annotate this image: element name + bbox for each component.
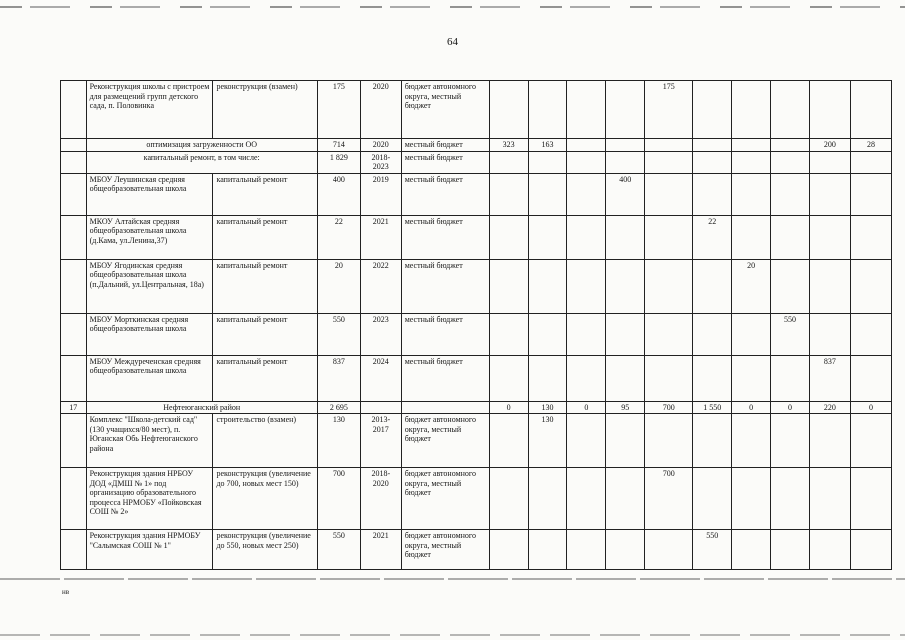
year-value-cell — [693, 313, 732, 355]
year-value-cell — [567, 468, 606, 530]
page-number: 64 — [447, 36, 458, 48]
year-value-cell — [489, 173, 528, 215]
year-value-cell — [489, 215, 528, 259]
year-value-cell — [645, 151, 693, 173]
row-number-cell — [61, 414, 87, 468]
year-value-cell — [693, 139, 732, 152]
year-value-cell — [567, 151, 606, 173]
year-value-cell: 22 — [693, 215, 732, 259]
year-value-cell — [567, 355, 606, 401]
year-value-cell: 20 — [732, 259, 771, 313]
capacity-cell: 130 — [317, 414, 360, 468]
year-value-cell — [809, 259, 850, 313]
year-value-cell — [809, 215, 850, 259]
table-row — [61, 215, 892, 259]
year-value-cell — [693, 259, 732, 313]
object-name-cell: Реконструкция здания НРМОБУ "Салымская СОШ № 1" — [86, 530, 213, 570]
year-value-cell — [567, 414, 606, 468]
scan-edge-bottom-2 — [0, 634, 905, 636]
year-value-cell — [489, 259, 528, 313]
year-value-cell — [732, 313, 771, 355]
year-value-cell: 175 — [645, 81, 693, 139]
work-type-cell: капитальный ремонт — [213, 215, 317, 259]
year-value-cell — [606, 139, 645, 152]
year-value-cell — [809, 173, 850, 215]
row-number-cell — [61, 173, 87, 215]
capacity-cell: 2 695 — [317, 401, 360, 414]
year-value-cell — [693, 81, 732, 139]
year-value-cell — [606, 355, 645, 401]
year-value-cell — [771, 173, 810, 215]
funding-source-cell: местный бюджет — [401, 215, 489, 259]
year-value-cell — [606, 468, 645, 530]
table-row — [61, 313, 892, 355]
table-row — [61, 81, 892, 139]
year-value-cell — [771, 81, 810, 139]
table-row — [61, 468, 892, 530]
year-value-cell — [489, 355, 528, 401]
object-name-cell: Комплекс "Школа-детский сад" (130 учащихся/80 мест), п. Юганская Обь Нефтеюганского района — [86, 414, 213, 468]
object-name-cell: МБОУ Ягодинская средняя общеобразовательная школа (п.Дальний, ул.Центральная, 18а) — [86, 259, 213, 313]
year-value-cell — [771, 355, 810, 401]
capacity-cell: 20 — [317, 259, 360, 313]
year-value-cell — [732, 530, 771, 570]
year-cell: 2021 — [360, 530, 401, 570]
year-value-cell — [732, 151, 771, 173]
year-value-cell: 837 — [809, 355, 850, 401]
capacity-cell: 550 — [317, 313, 360, 355]
year-value-cell — [693, 355, 732, 401]
object-name-cell: МБОУ Морткинская средняя общеобразовательная школа — [86, 313, 213, 355]
year-value-cell — [645, 173, 693, 215]
footer-mark: нв — [62, 588, 70, 596]
year-value-cell — [850, 530, 891, 570]
year-value-cell — [489, 468, 528, 530]
capacity-cell: 700 — [317, 468, 360, 530]
year-value-cell — [732, 81, 771, 139]
year-value-cell — [809, 530, 850, 570]
year-value-cell: 550 — [771, 313, 810, 355]
year-value-cell: 95 — [606, 401, 645, 414]
year-value-cell — [771, 530, 810, 570]
year-value-cell — [771, 468, 810, 530]
capacity-cell: 714 — [317, 139, 360, 152]
year-value-cell — [489, 414, 528, 468]
year-value-cell: 0 — [567, 401, 606, 414]
table-row — [61, 259, 892, 313]
year-value-cell — [606, 530, 645, 570]
year-value-cell — [693, 414, 732, 468]
year-value-cell — [528, 530, 567, 570]
year-value-cell — [850, 215, 891, 259]
year-value-cell — [528, 215, 567, 259]
capacity-cell: 550 — [317, 530, 360, 570]
year-value-cell — [771, 139, 810, 152]
year-value-cell — [693, 151, 732, 173]
work-type-cell: реконструкция (увеличение до 550, новых мест 250) — [213, 530, 317, 570]
funding-source-cell: бюджет автономного округа, местный бюджет — [401, 81, 489, 139]
year-value-cell — [567, 530, 606, 570]
year-value-cell — [528, 173, 567, 215]
year-value-cell — [645, 355, 693, 401]
year-value-cell — [528, 81, 567, 139]
work-type-cell: строительство (взамен) — [213, 414, 317, 468]
row-number-cell — [61, 151, 87, 173]
funding-source-cell — [401, 401, 489, 414]
year-cell: 2024 — [360, 355, 401, 401]
object-name-cell: МКОУ Алтайская средняя общеобразовательная школа (д.Кама, ул.Ленина,37) — [86, 215, 213, 259]
year-value-cell — [489, 81, 528, 139]
year-value-cell — [645, 259, 693, 313]
year-value-cell — [771, 151, 810, 173]
year-value-cell — [850, 355, 891, 401]
year-value-cell: 700 — [645, 468, 693, 530]
year-value-cell — [850, 173, 891, 215]
year-value-cell: 0 — [489, 401, 528, 414]
year-value-cell — [732, 215, 771, 259]
funding-source-cell: местный бюджет — [401, 259, 489, 313]
work-type-cell: реконструкция (взамен) — [213, 81, 317, 139]
year-value-cell — [809, 151, 850, 173]
year-cell: 2023 — [360, 313, 401, 355]
year-value-cell — [809, 81, 850, 139]
funding-source-cell: местный бюджет — [401, 151, 489, 173]
work-type-cell: капитальный ремонт — [213, 173, 317, 215]
year-value-cell — [528, 468, 567, 530]
year-cell: 2019 — [360, 173, 401, 215]
year-value-cell — [645, 530, 693, 570]
funding-source-cell: местный бюджет — [401, 139, 489, 152]
year-value-cell — [567, 259, 606, 313]
row-number-cell — [61, 81, 87, 139]
capacity-cell: 175 — [317, 81, 360, 139]
year-value-cell — [528, 355, 567, 401]
year-value-cell — [771, 215, 810, 259]
year-value-cell — [645, 313, 693, 355]
scan-edge-bottom — [0, 578, 905, 580]
capacity-cell: 22 — [317, 215, 360, 259]
year-value-cell — [850, 468, 891, 530]
year-value-cell: 220 — [809, 401, 850, 414]
year-value-cell — [567, 81, 606, 139]
work-type-cell: капитальный ремонт — [213, 355, 317, 401]
year-value-cell — [693, 468, 732, 530]
section-label-cell: капитальный ремонт, в том числе: — [86, 151, 317, 173]
year-value-cell — [645, 414, 693, 468]
year-value-cell — [809, 414, 850, 468]
year-value-cell — [606, 313, 645, 355]
object-name-cell: Реконструкция здания НРБОУ ДОД «ДМШ № 1» под организацию образовательного процесса НРМОБУ «Пойковская СОШ № 2» — [86, 468, 213, 530]
year-value-cell — [606, 151, 645, 173]
object-name-cell: Реконструкция школы с пристроем для размещений групп детского сада, п. Половинка — [86, 81, 213, 139]
funding-source-cell: бюджет автономного округа, местный бюджет — [401, 414, 489, 468]
year-value-cell — [732, 173, 771, 215]
row-number-cell — [61, 139, 87, 152]
year-value-cell: 200 — [809, 139, 850, 152]
scan-edge-top — [0, 6, 905, 8]
year-value-cell — [567, 139, 606, 152]
row-number-cell — [61, 468, 87, 530]
year-value-cell: 163 — [528, 139, 567, 152]
funding-source-cell: бюджет автономного округа, местный бюджет — [401, 468, 489, 530]
year-cell: 2021 — [360, 215, 401, 259]
year-value-cell — [645, 215, 693, 259]
capacity-cell: 1 829 — [317, 151, 360, 173]
year-cell: 2018-2023 — [360, 151, 401, 173]
capacity-cell: 837 — [317, 355, 360, 401]
table-row — [61, 151, 892, 173]
funding-source-cell: местный бюджет — [401, 355, 489, 401]
year-cell: 2022 — [360, 259, 401, 313]
year-value-cell: 0 — [850, 401, 891, 414]
year-value-cell: 130 — [528, 414, 567, 468]
row-number-cell — [61, 530, 87, 570]
year-value-cell — [567, 313, 606, 355]
year-value-cell — [693, 173, 732, 215]
table-row — [61, 530, 892, 570]
year-value-cell — [771, 414, 810, 468]
section-label-cell: Нефтеюганский район — [86, 401, 317, 414]
year-value-cell — [567, 215, 606, 259]
year-cell: 2020 — [360, 81, 401, 139]
year-cell: 2020 — [360, 139, 401, 152]
year-value-cell — [850, 313, 891, 355]
year-value-cell — [567, 173, 606, 215]
year-value-cell — [645, 139, 693, 152]
table-row — [61, 401, 892, 414]
row-number-cell — [61, 259, 87, 313]
year-value-cell — [489, 151, 528, 173]
year-cell: 2013-2017 — [360, 414, 401, 468]
year-value-cell — [606, 81, 645, 139]
object-name-cell: МБОУ Междуреченская средняя общеобразовательная школа — [86, 355, 213, 401]
year-value-cell — [489, 530, 528, 570]
year-value-cell — [528, 313, 567, 355]
year-value-cell — [528, 151, 567, 173]
year-value-cell — [732, 139, 771, 152]
year-value-cell — [771, 259, 810, 313]
section-label-cell: оптимизация загруженности ОО — [86, 139, 317, 152]
investment-table — [60, 80, 892, 570]
table-row — [61, 139, 892, 152]
work-type-cell: капитальный ремонт — [213, 313, 317, 355]
table-row — [61, 173, 892, 215]
work-type-cell: реконструкция (увеличение до 700, новых мест 150) — [213, 468, 317, 530]
year-value-cell: 0 — [732, 401, 771, 414]
funding-source-cell: местный бюджет — [401, 173, 489, 215]
year-cell — [360, 401, 401, 414]
year-value-cell — [606, 215, 645, 259]
year-value-cell — [489, 313, 528, 355]
year-value-cell — [850, 259, 891, 313]
year-cell: 2018-2020 — [360, 468, 401, 530]
year-value-cell — [850, 81, 891, 139]
year-value-cell — [732, 355, 771, 401]
row-number-cell — [61, 215, 87, 259]
year-value-cell: 130 — [528, 401, 567, 414]
object-name-cell: МБОУ Леушинская средняя общеобразовательная школа — [86, 173, 213, 215]
row-number-cell — [61, 313, 87, 355]
year-value-cell: 550 — [693, 530, 732, 570]
table-row — [61, 355, 892, 401]
year-value-cell — [606, 414, 645, 468]
year-value-cell — [850, 151, 891, 173]
year-value-cell — [732, 468, 771, 530]
year-value-cell — [809, 313, 850, 355]
funding-source-cell: местный бюджет — [401, 313, 489, 355]
year-value-cell: 0 — [771, 401, 810, 414]
year-value-cell — [606, 259, 645, 313]
year-value-cell: 323 — [489, 139, 528, 152]
row-number-cell: 17 — [61, 401, 87, 414]
year-value-cell: 28 — [850, 139, 891, 152]
year-value-cell: 400 — [606, 173, 645, 215]
year-value-cell — [809, 468, 850, 530]
table-row — [61, 414, 892, 468]
work-type-cell: капитальный ремонт — [213, 259, 317, 313]
row-number-cell — [61, 355, 87, 401]
capacity-cell: 400 — [317, 173, 360, 215]
year-value-cell — [850, 414, 891, 468]
year-value-cell: 1 550 — [693, 401, 732, 414]
funding-source-cell: бюджет автономного округа, местный бюджет — [401, 530, 489, 570]
year-value-cell — [528, 259, 567, 313]
year-value-cell: 700 — [645, 401, 693, 414]
year-value-cell — [732, 414, 771, 468]
